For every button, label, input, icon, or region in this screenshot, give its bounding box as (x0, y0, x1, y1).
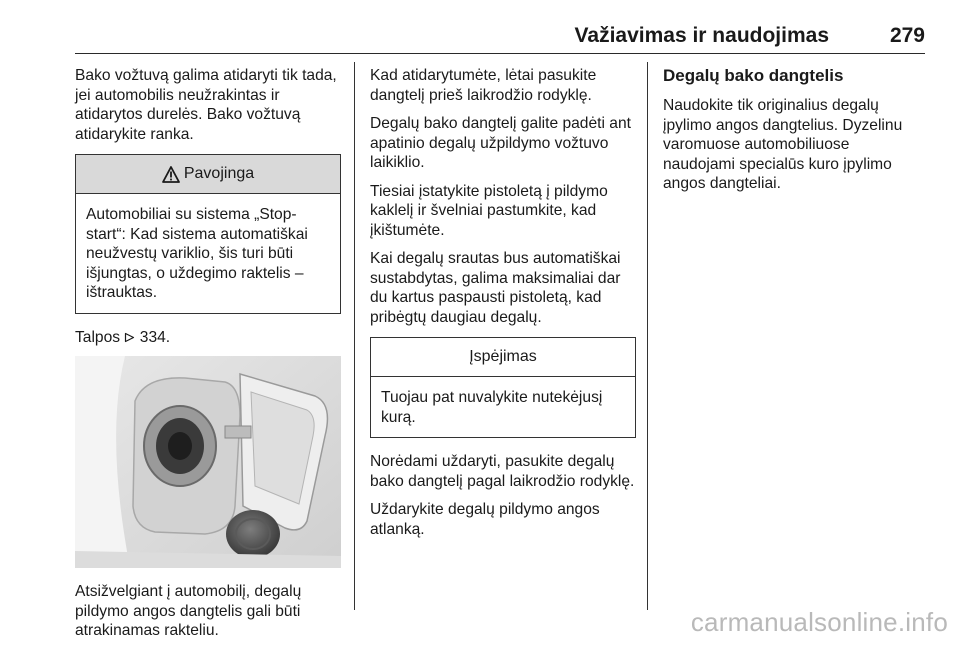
fuel-filler-photo (75, 356, 341, 568)
column-middle (370, 66, 636, 548)
danger-box-header (76, 155, 340, 194)
section-heading: Degalų bako dangtelis (663, 66, 844, 85)
cross-reference[interactable] (75, 328, 341, 348)
page-title: Važiavimas ir naudojimas (574, 24, 829, 47)
cross-reference-label: Talpos (75, 328, 121, 346)
cross-reference-icon (124, 332, 135, 343)
notice-box-text: Tuojau pat nuvalykite nutekėjusį kurą. (381, 389, 603, 426)
paragraph: Tiesiai įstatykite pistoletą į pildymo kaklelį ir švelniai pastumkite, kad įkištumėte. (370, 182, 608, 239)
paragraph: Uždarykite degalų pildymo angos atlanką. (370, 501, 600, 538)
notice-box (370, 337, 636, 438)
page-number: 279 (889, 24, 925, 47)
danger-box-text: Automobiliai su sistema „Stop-start“: Kad sistema automatiškai neužvestų variklio, šis turi būti išjungtas, o uždegimo raktelis – ištrauktas. (86, 206, 308, 301)
danger-box (75, 154, 341, 314)
column-right (663, 66, 925, 203)
paragraph: Kai degalų srautas bus automatiškai sustabdytas, galima maksimaliai dar du kartus paspausti pistoletą, kad pribėgtų daugiau degalų. (370, 250, 621, 326)
paragraph: Naudokite tik originalius degalų įpylimo angos dangtelius. Dyzelinu varomuose automobiliuose naudojami specialūs kuro įpylimo angos dangteliai. (663, 97, 903, 192)
page-header (75, 0, 925, 54)
paragraph: Norėdami uždaryti, pasukite degalų bako dangtelį pagal laikrodžio rodyklę. (370, 453, 635, 490)
paragraph: Kad atidarytumėte, lėtai pasukite dangtelį prieš laikrodžio rodyklę. (370, 67, 597, 104)
danger-box-title: Pavojinga (183, 165, 255, 182)
paragraph: Bako vožtuvą galima atidaryti tik tada, jei automobilis neužrakintas ir atidarytos durelės. Bako vožtuvą atidarykite ranka. (75, 67, 337, 143)
column-left (75, 66, 341, 650)
column-divider (354, 62, 355, 610)
notice-box-header (371, 338, 635, 377)
column-divider (647, 62, 648, 610)
watermark: carmanualsonline.info (690, 607, 948, 637)
paragraph: Degalų bako dangtelį galite padėti ant apatinio degalų užpildymo vožtuvo laikiklio. (370, 115, 631, 171)
cross-reference-page: 334. (139, 328, 171, 346)
warning-triangle-icon (162, 166, 180, 183)
notice-box-title: Įspėjimas (469, 348, 537, 365)
photo-caption: Atsižvelgiant į automobilį, degalų pildymo angos dangtelis gali būti atrakinamas rakteliu. (75, 583, 302, 639)
